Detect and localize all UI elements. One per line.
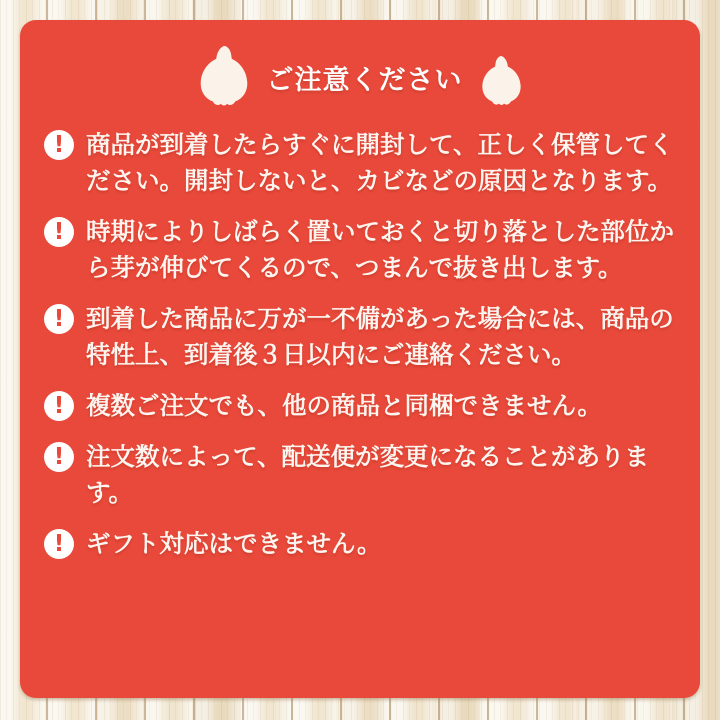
note-text: 到着した商品に万が一不備があった場合には、商品の特性上、到着後３日以内にご連絡ください。	[86, 306, 674, 369]
list-item	[44, 440, 700, 512]
note-text: 注文数によって、配送便が変更になることがあります。	[86, 444, 650, 507]
exclamation-circle-icon: !	[44, 217, 74, 247]
exclamation-circle-icon: !	[44, 130, 74, 160]
card-header	[20, 20, 700, 108]
notice-card	[20, 20, 700, 698]
exclamation-circle-icon: !	[44, 391, 74, 421]
list-item	[44, 389, 700, 425]
exclamation-circle-icon: !	[44, 529, 74, 559]
list-item	[44, 215, 700, 287]
garlic-icon	[197, 46, 251, 108]
list-item	[44, 128, 700, 200]
note-text: ギフト対応はできません。	[86, 531, 382, 558]
note-text: 時期によりしばらく置いておくと切り落とした部位から芽が伸びてくるので、つまんで抜き出します。	[86, 219, 674, 282]
exclamation-circle-icon: !	[44, 304, 74, 334]
list-item	[44, 527, 700, 563]
note-text: 商品が到着したらすぐに開封して、正しく保管してください。開封しないと、カビなどの原因となります。	[86, 132, 674, 195]
garlic-silhouette	[482, 56, 520, 105]
note-text: 複数ご注文でも、他の商品と同梱できません。	[86, 393, 602, 420]
page-title: ご注意ください	[266, 64, 463, 95]
list-item	[44, 302, 700, 374]
garlic-icon	[479, 56, 524, 107]
garlic-silhouette	[200, 46, 247, 105]
exclamation-circle-icon: !	[44, 442, 74, 472]
notes-list	[44, 128, 700, 563]
